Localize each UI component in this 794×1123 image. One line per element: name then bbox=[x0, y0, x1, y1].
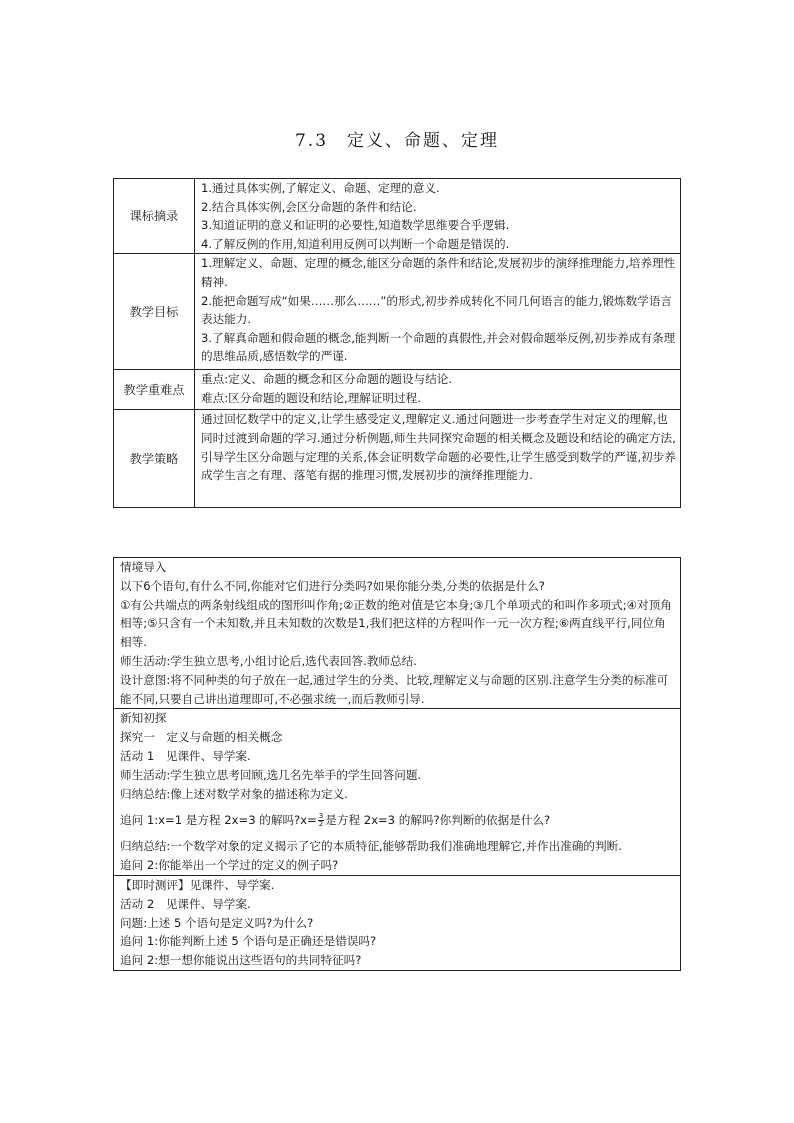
list-item: 2.能把命题写成“如果……那么……”的形式,初步养成转化不同几何语言的能力,锻炼数学语言表达能力. bbox=[201, 293, 673, 327]
list-item: ①有公共端点的两条射线组成的图形叫作角;②正数的绝对值是它本身;③几个单项式的和叫作多项式;④对顶角相等;⑤只含有一个未知数,并且未知数的次数是1,我们把这样的方程叫作一元一次方程;⑥两直线平行,同位角相等. bbox=[120, 597, 672, 650]
row-label-curriculum: 课标摘录 bbox=[114, 179, 195, 254]
section-heading: 新知初探 bbox=[120, 711, 167, 726]
list-item: 3.了解真命题和假命题的概念,能判断一个命题的真假性,并会对假命题举反例,初步养成有条理的思维品质,感悟数学的严谨. bbox=[201, 330, 676, 364]
list-item: 师生活动:学生独立思考,小组讨论后,选代表回答.教师总结. bbox=[120, 653, 417, 668]
list-item: 问题:上述 5 个语句是定义吗?为什么? bbox=[120, 915, 314, 930]
list-item: 追问 1:你能判断上述 5 个语句是正确还是错误吗? bbox=[120, 934, 377, 949]
row-content-strategy bbox=[195, 410, 681, 508]
followup-text-before: 追问 1:x=1 是方程 2x=3 的解吗?x= bbox=[120, 813, 317, 828]
list-item: 探究一 定义与命题的相关概念 bbox=[120, 730, 283, 745]
list-item: 【即时测评】见课件、导学案. bbox=[120, 877, 275, 892]
lesson-overview-table bbox=[113, 178, 681, 508]
table-row bbox=[114, 410, 681, 508]
page-title: 7.3 定义、命题、定理 bbox=[294, 131, 500, 151]
list-item: 1.通过具体实例,了解定义、命题、定理的意义. bbox=[201, 181, 440, 195]
section-instant-assessment bbox=[114, 875, 681, 970]
row-content-curriculum bbox=[195, 179, 681, 254]
list-item: 4.了解反例的作用,知道利用反例可以判断一个命题是错误的. bbox=[201, 236, 510, 251]
list-item: 师生活动:学生独立思考回顾,选几名先举手的学生回答问题. bbox=[120, 767, 422, 782]
table-row bbox=[114, 558, 681, 709]
list-item: 难点:区分命题的题设和结论,理解证明过程. bbox=[201, 390, 421, 405]
row-label-objectives: 教学目标 bbox=[114, 254, 195, 370]
list-item: 活动 1 见课件、导学案. bbox=[120, 748, 251, 763]
table-row bbox=[114, 179, 681, 254]
list-item: 3.知道证明的意义和证明的必要性,知道数学思维要合乎逻辑. bbox=[201, 218, 510, 233]
table-row bbox=[114, 254, 681, 370]
section-context-intro bbox=[114, 558, 681, 709]
list-item: 归纳总结:一个数学对象的定义揭示了它的本质特征,能够帮助我们准确地理解它,并作出准确的判断. bbox=[120, 839, 622, 854]
list-item: 以下6个语句,有什么不同,你能对它们进行分类吗?如果你能分类,分类的依据是什么? bbox=[120, 578, 545, 593]
list-item: 活动 2 见课件、导学案. bbox=[120, 896, 251, 911]
fraction bbox=[318, 813, 324, 828]
list-item: 2.结合具体实例,会区分命题的条件和结论. bbox=[201, 199, 417, 214]
list-item: 重点:定义、命题的概念和区分命题的题设与结论. bbox=[201, 372, 453, 387]
teaching-process-table bbox=[113, 557, 681, 971]
followup-text-after: 是方程 2x=3 的解吗?你判断的依据是什么? bbox=[325, 813, 551, 828]
fraction-denominator: 2 bbox=[318, 820, 324, 829]
followup-question-1 bbox=[120, 809, 677, 831]
list-item: 通过回忆数学中的定义,让学生感受定义,理解定义.通过问题进一步考查学生对定义的理解,也同时过渡到命题的学习.通过分析例题,师生共同探究命题的相关概念及题设和结论的确定方法,引导学生区分命题与定理的关系,体会证明数学命题的必要性,让学生感受到数学的严谨,初步养成学生言之有理、落笔有据的推理习惯,发展初步的演绎推理能力. bbox=[201, 412, 676, 483]
row-content-objectives bbox=[195, 254, 681, 370]
section-heading: 情境导入 bbox=[120, 560, 167, 574]
row-label-key-points: 教学重难点 bbox=[114, 370, 195, 410]
list-item: 设计意图:将不同种类的句子放在一起,通过学生的分类、比较,理解定义与命题的区别.注意学生分类的标准可能不同,只要自己讲出道理即可,不必强求统一,而后教师引导. bbox=[120, 672, 669, 706]
list-item: 归纳总结:像上述对数学对象的描述称为定义. bbox=[120, 786, 348, 801]
list-item: 追问 2:想一想你能说出这些语句的共同特征吗? bbox=[120, 953, 362, 968]
table-row bbox=[114, 875, 681, 970]
fraction-numerator: 3 bbox=[318, 812, 324, 821]
table-row bbox=[114, 370, 681, 410]
row-content-key-points bbox=[195, 370, 681, 410]
row-label-strategy: 教学策略 bbox=[114, 410, 195, 508]
list-item: 1.理解定义、命题、定理的概念,能区分命题的条件和结论,发展初步的演绎推理能力,培养理性精神. bbox=[201, 256, 676, 289]
table-row bbox=[114, 709, 681, 876]
list-item: 追问 2:你能举出一个学过的定义的例子吗? bbox=[120, 858, 339, 873]
section-new-knowledge bbox=[114, 709, 681, 876]
